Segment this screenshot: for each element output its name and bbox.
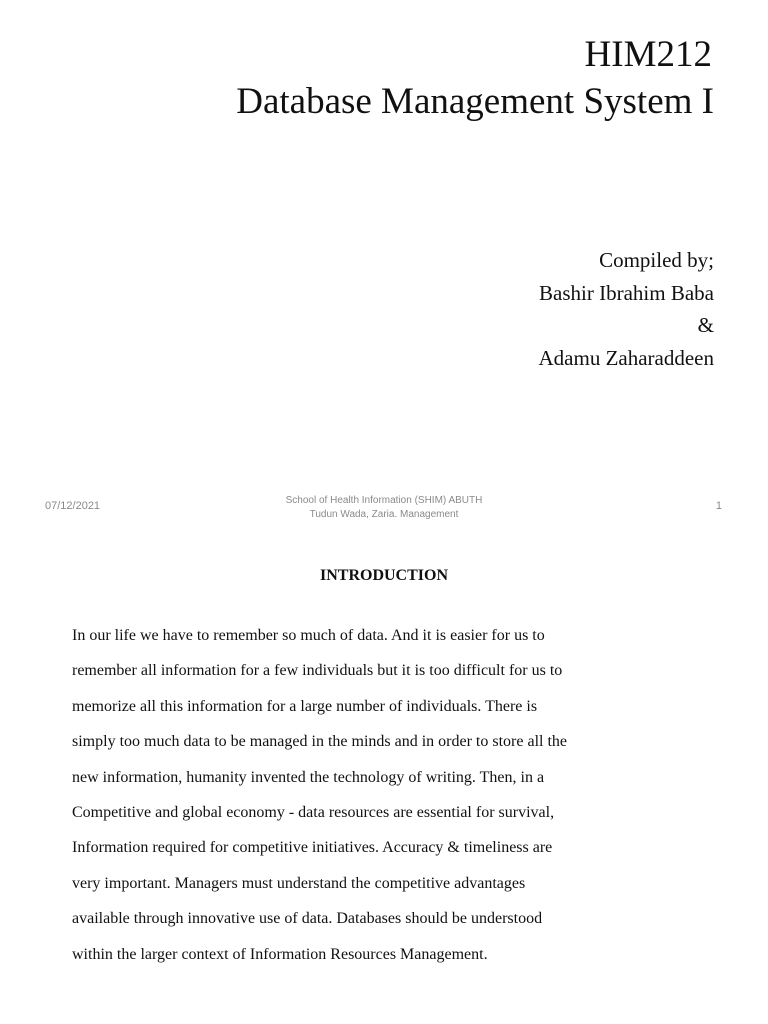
paragraph-line: within the larger context of Information Resources Management. <box>72 945 488 963</box>
paragraph-line: Competitive and global economy - data resources are essential for survival, <box>72 804 555 822</box>
paragraph-line: available through innovative use of data. Databases should be understood <box>72 910 543 928</box>
slide-footer-institution <box>234 494 534 522</box>
paragraph-line: simply too much data to be managed in the minds and in order to store all the <box>72 733 567 751</box>
author-separator: & <box>697 313 714 337</box>
compiled-by-block <box>539 244 715 374</box>
course-code: HIM212 <box>584 34 712 75</box>
section-heading: INTRODUCTION <box>319 567 448 584</box>
introduction-paragraph <box>72 618 712 972</box>
paragraph-line: remember all information for a few individuals but it is too difficult for us to <box>72 662 563 680</box>
paragraph-line: new information, humanity invented the technology of writing. Then, in a <box>72 768 545 786</box>
paragraph-line: very important. Managers must understand the competitive advantages <box>72 874 526 892</box>
author-name: Bashir Ibrahim Baba <box>539 280 714 305</box>
course-title: Database Management System I <box>236 81 714 122</box>
paragraph-line: In our life we have to remember so much of data. And it is easier for us to <box>72 627 545 644</box>
slide-footer-date: 07/12/2021 <box>45 500 101 512</box>
institution-line: School of Health Information (SHIM) ABUTH <box>285 495 483 506</box>
compiled-by-label: Compiled by; <box>599 248 714 272</box>
paragraph-line: Information required for competitive initiatives. Accuracy & timeliness are <box>72 839 553 857</box>
paragraph-line: memorize all this information for a large number of individuals. There is <box>72 697 538 715</box>
author-name: Adamu Zaharaddeen <box>538 345 714 370</box>
slide-page-number: 1 <box>715 500 722 512</box>
institution-line: Tudun Wada, Zaria. Management <box>309 509 459 520</box>
